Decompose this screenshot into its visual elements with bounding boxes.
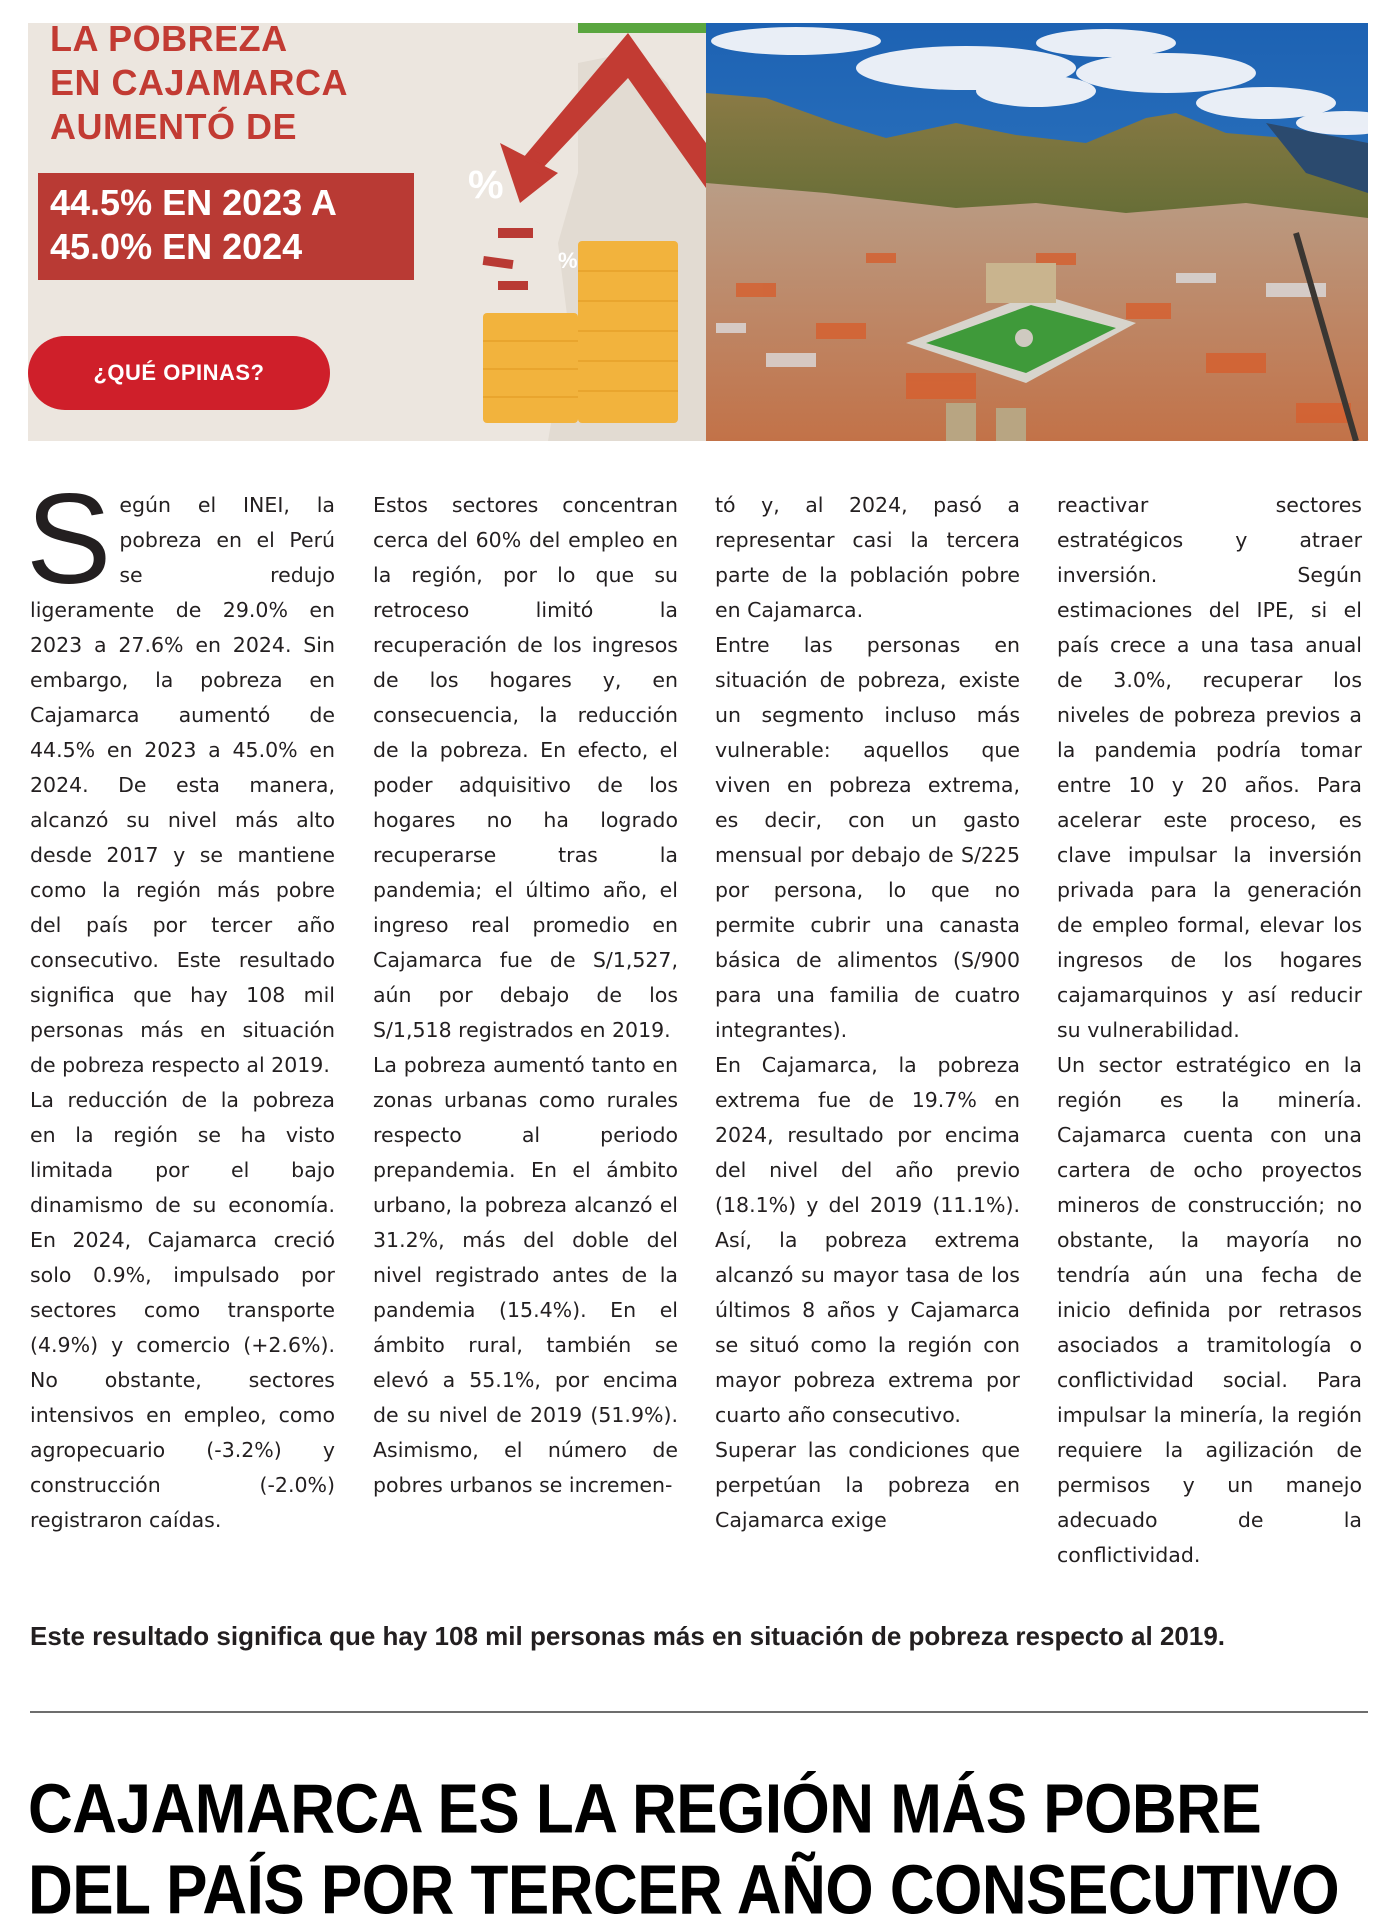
falling-dashes	[483, 228, 533, 290]
article-paragraph: reactivar sectores estratégicos y atraer inversión. Según estimaciones del IPE, si el país crece a una tasa anual de 3.0%, recuperar los niveles de pobreza previos a la pandemia podría tomar entre 10 y 20 años. Para acelerar este proceso, es clave impulsar la inversión privada para la generación de empleo formal, elevar los ingresos de los hogares cajamarquinos y así reducir su vulnerabilidad.	[1057, 493, 1362, 1042]
promo-headline-line: EN CAJAMARCA	[50, 62, 349, 103]
green-bar	[578, 23, 706, 33]
promo-headline-line: LA POBREZA	[50, 23, 288, 59]
article-paragraph: Según el INEI, la pobreza en el Perú se redujo ligeramente de 29.0% en 2023 a 27.6% en 2024. Sin embargo, la pobreza en Cajamarca aumentó de 44.5% en 2023 a 45.0% en 2024. De esta manera, alcanzó su nivel más alto desde 2017 y se mantiene como la región más pobre del país por tercer año consecutivo. Este resultado significa que hay 108 mil personas más en situación de pobreza respecto al 2019.	[26, 468, 335, 1077]
fountain	[1015, 329, 1033, 347]
article-column-3	[715, 488, 1020, 1538]
promo-highlight-line: 44.5% EN 2023 A	[50, 182, 337, 223]
cathedral	[986, 263, 1056, 303]
headline-line: CAJAMARCA ES LA REGIÓN MÁS POBRE	[28, 1771, 1262, 1849]
drop-cap: S	[26, 468, 112, 611]
article-paragraph: Entre las personas en situación de pobreza, existe un segmento incluso más vulnerable: aquellos que viven en pobreza extrema, es decir, con un gasto mensual por debajo de S/225 por persona, lo que no permite cubrir una canasta básica de alimentos (S/900 para una familia de cuatro integrantes).	[715, 633, 1020, 1042]
article-paragraph: Superar las condiciones que perpetúan la pobreza en Cajamarca exige	[715, 1438, 1020, 1532]
promo-highlight-box	[38, 173, 414, 280]
top-banner	[28, 23, 1368, 441]
promo-graphic	[28, 23, 706, 441]
article-paragraph: Un sector estratégico en la región es la minería. Cajamarca cuenta con una cartera de ocho proyectos mineros de construcción; no obstante, la mayoría no tendría aún una fecha de inicio definida por retrasos asociados a tramitología o conflictividad social. Para impulsar la minería, la región requiere la agilización de permisos y un manejo adecuado de la conflictividad.	[1057, 1053, 1362, 1567]
city-photo-illustration	[706, 23, 1368, 441]
percent-icon: %	[468, 163, 504, 207]
article-body	[26, 468, 1368, 1578]
article-paragraph: tó y, al 2024, pasó a representar casi la tercera parte de la población pobre en Cajamarca.	[715, 493, 1020, 622]
promo-highlight-line: 45.0% EN 2024	[50, 226, 303, 267]
cajamarca-aerial-photo	[706, 23, 1368, 441]
article-paragraph: La pobreza aumentó tanto en zonas urbanas como rurales respecto al periodo prepandemia. En el ámbito urbano, la pobreza alcanzó el 31.2%, más del doble del nivel registrado antes de la pandemia (15.4%). En el ámbito rural, también se elevó a 55.1%, por encima de su nivel de 2019 (51.9%). Asimismo, el número de pobres urbanos se incremen-	[373, 1053, 678, 1497]
divider	[30, 1711, 1368, 1713]
article-column-4	[1057, 488, 1362, 1573]
page-title	[28, 1770, 1373, 1931]
promo-headline	[50, 23, 348, 149]
headline-line: DEL PAÍS POR TERCER AÑO CONSECUTIVO	[28, 1851, 1340, 1930]
article-column-2	[373, 488, 678, 1503]
article-column-1	[26, 468, 335, 1538]
article-paragraph: Estos sectores concentran cerca del 60% del empleo en la región, por lo que su retroceso limitó la recuperación de los ingresos de los hogares y, en consecuencia, la reducción de la pobreza. En efecto, el poder adquisitivo de los hogares no ha logrado recuperarse tras la pandemia; el último año, el ingreso real promedio en Cajamarca fue de S/1,527, aún por debajo de los S/1,518 registrados en 2019.	[373, 493, 678, 1042]
article-paragraph: En Cajamarca, la pobreza extrema fue de 19.7% en 2024, resultado por encima del nivel del año previo (18.1%) y del 2019 (11.1%). Así, la pobreza extrema alcanzó su mayor tasa de los últimos 8 años y Cajamarca se situó como la región con mayor pobreza extrema por cuarto año consecutivo.	[715, 1053, 1020, 1427]
percent-icon: %	[558, 248, 578, 273]
promo-illustration	[428, 23, 706, 441]
que-opinas-button[interactable]: ¿QUÉ OPINAS?	[28, 336, 330, 410]
promo-headline-line: AUMENTÓ DE	[50, 106, 297, 147]
pull-quote: Este resultado significa que hay 108 mil personas más en situación de pobreza respecto al 2019.	[30, 1621, 1226, 1651]
article-paragraph: La reducción de la pobreza en la región se ha visto limitada por el bajo dinamismo de su economía. En 2024, Cajamarca creció solo 0.9%, impulsado por sectores como transporte (4.9%) y comercio (+2.6%). No obstante, sectores intensivos en empleo, como agropecuario (-3.2%) y construcción (-2.0%) registraron caídas.	[30, 1088, 335, 1532]
